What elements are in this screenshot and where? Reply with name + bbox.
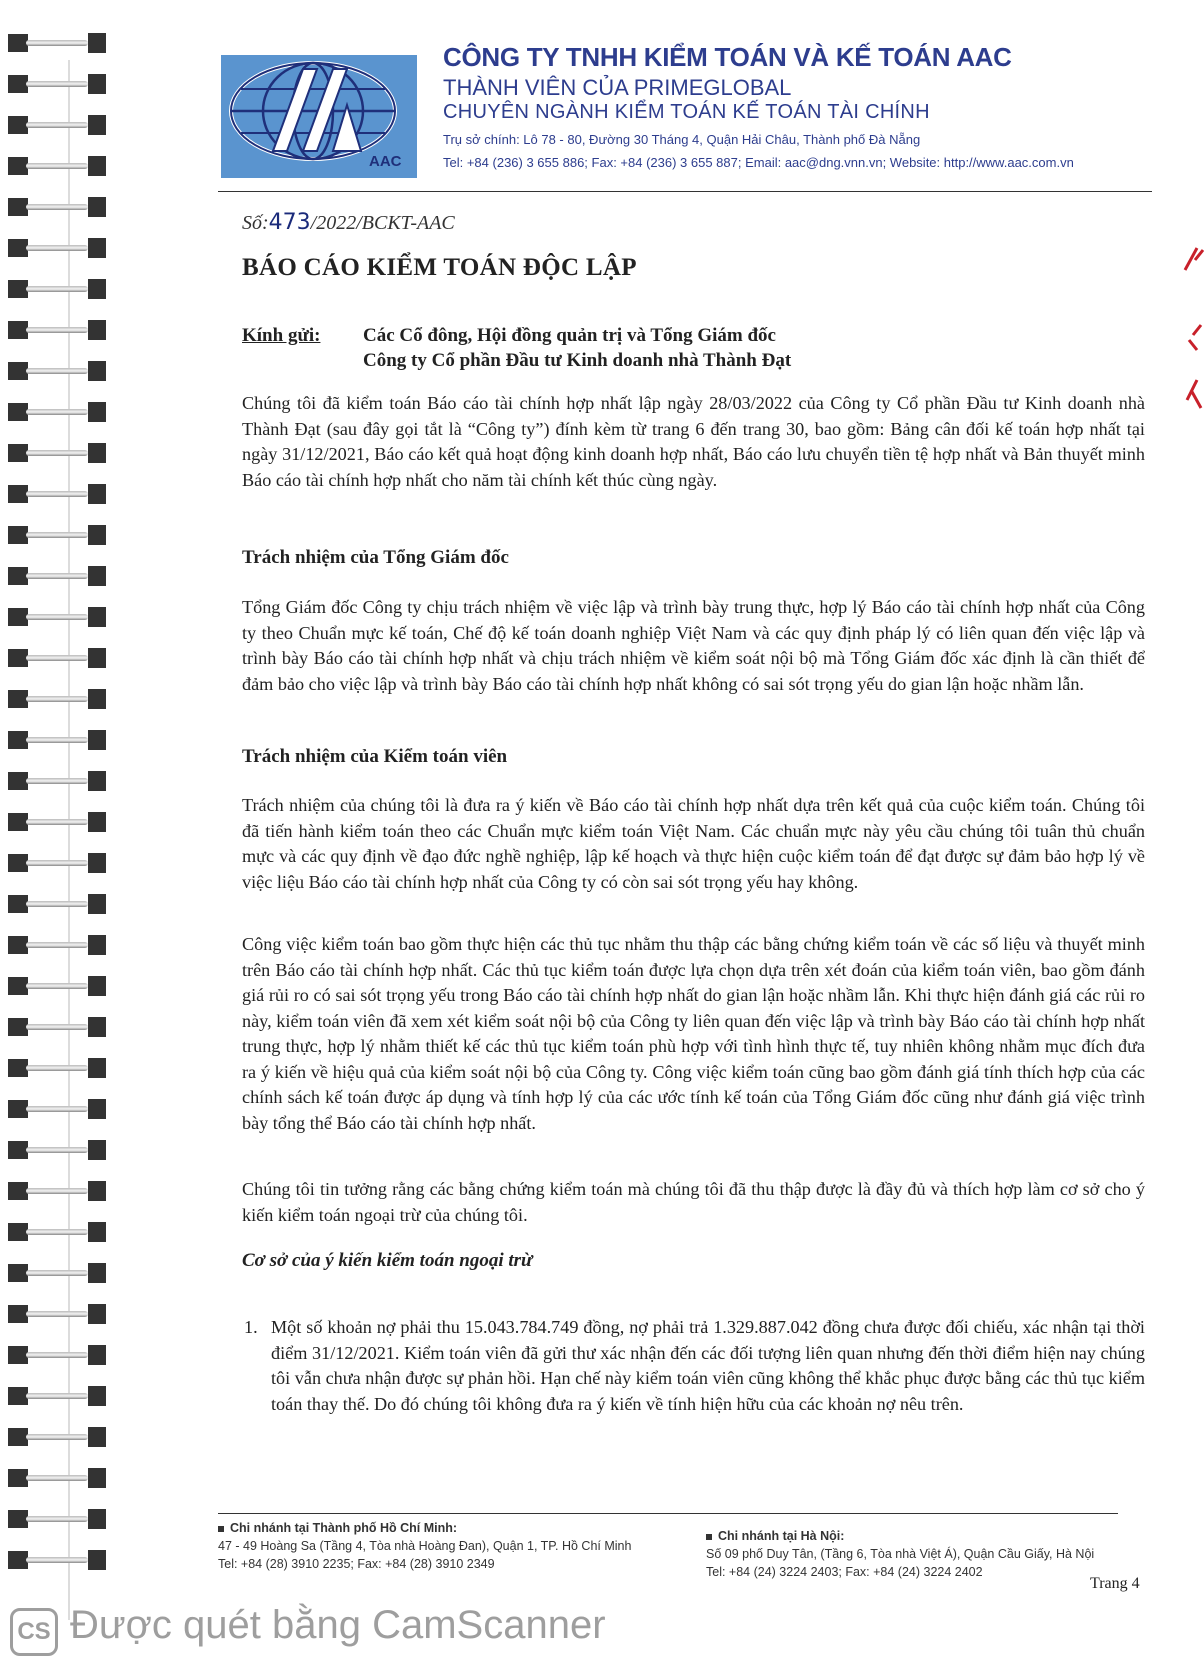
bullet-icon (706, 1534, 712, 1540)
speciality-line: CHUYÊN NGÀNH KIỂM TOÁN KẾ TOÁN TÀI CHÍNH (443, 101, 930, 123)
doc-number-prefix: Số: (242, 212, 269, 234)
auditor-paragraph-3: Chúng tôi tin tưởng rằng các bằng chứng kiểm toán mà chúng tôi đã thu thập được là đầy đủ và thích hợp làm cơ sở cho ý kiến kiểm toán ngoại trừ của chúng tôi. (242, 1179, 1145, 1225)
branch-hanoi-address: Số 09 phố Duy Tân, (Tầng 6, Tòa nhà Việt Á), Quận Cầu Giấy, Hà Nội (706, 1547, 1095, 1561)
footer-divider (218, 1513, 1118, 1514)
branch-hcm (218, 1519, 631, 1573)
contact-line: Tel: +84 (236) 3 655 886; Fax: +84 (236) 3 655 887; Email: aac@dng.vnn.vn; Website: http://www.aac.com.vn (443, 155, 1074, 170)
basis-item-number: 1. (244, 1317, 258, 1337)
bullet-icon (218, 1526, 224, 1532)
auditor-paragraph-2: Công việc kiểm toán bao gồm thực hiện các thủ tục nhằm thu thập các bằng chứng kiểm toán về các số liệu và thuyết minh trên Báo cáo tài chính hợp nhất. Các thủ tục kiểm toán được lựa chọn dựa trên xét đoán của kiểm toán viên, bao gồm đánh giá rủi ro có sai sót trọng yếu trong Báo cáo tài chính hợp nhất do gian lận hoặc nhầm lẫn. Khi thực hiện đánh giá các rủi ro này, kiểm toán viên đã xem xét kiểm soát nội bộ của Công ty liên quan đến việc lập và trình bày Báo cáo tài chính hợp nhất trung thực, hợp lý nhằm thiết kế các thủ tục kiểm toán phù hợp với tình hình thực tế, tuy nhiên không nhằm mục đích đưa ra ý kiến về hiệu quả của kiểm soát nội bộ của Công ty. Công việc kiểm toán cũng bao gồm đánh giá tính thích hợp của các chính sách kế toán được áp dụng và tính hợp lý của các ước tính kế toán của Tổng Giám đốc cũng như đánh giá việc trình bày tổng thể Báo cáo tài chính hợp nhất. (242, 934, 1145, 1133)
logo-text: AAC (369, 153, 402, 170)
branch-hanoi (706, 1527, 1094, 1581)
management-paragraph: Tổng Giám đốc Công ty chịu trách nhiệm về việc lập và trình bày trung thực, hợp lý Báo cáo tài chính hợp nhất của Công ty theo Chuẩn mực kế toán, Chế độ kế toán doanh nghiệp Việt Nam và các quy định pháp lý có liên quan đến việc lập và trình bày Báo cáo tài chính hợp nhất và chịu trách nhiệm về kiểm soát nội bộ mà Tổng Giám đốc xác định là cần thiết để đảm bảo cho việc lập và trình bày Báo cáo tài chính hợp nhất không có sai sót trọng yếu do gian lận hoặc nhầm lẫn. (242, 597, 1145, 694)
recipient-line-1: Các Cổ đông, Hội đồng quản trị và Tổng Giám đốc (363, 325, 776, 346)
page-number: Trang 4 (1090, 1575, 1140, 1592)
branch-hcm-address: 47 - 49 Hoàng Sa (Tầng 4, Tòa nhà Hoàng Đan), Quận 1, TP. Hồ Chí Minh (218, 1539, 632, 1553)
report-title: BÁO CÁO KIỂM TOÁN ĐỘC LẬP (242, 254, 637, 281)
branch-hcm-tel: Tel: +84 (28) 3910 2235; Fax: +84 (28) 3910 2349 (218, 1557, 495, 1571)
header-divider (218, 191, 1152, 192)
doc-number-suffix: /2022/BCKT-AAC (310, 212, 455, 234)
company-logo (221, 55, 417, 178)
member-line: THÀNH VIÊN CỦA PRIMEGLOBAL (443, 75, 792, 100)
heading-auditor-responsibility: Trách nhiệm của Kiểm toán viên (242, 746, 508, 767)
branch-hcm-title: Chi nhánh tại Thành phố Hồ Chí Minh: (230, 1521, 458, 1535)
stamp-edge-icon (1175, 240, 1204, 420)
heading-management-responsibility: Trách nhiệm của Tổng Giám đốc (242, 547, 509, 568)
recipient-line-2: Công ty Cổ phần Đầu tư Kinh doanh nhà Thành Đạt (363, 350, 792, 371)
branch-hanoi-title: Chi nhánh tại Hà Nội: (718, 1529, 845, 1543)
camscanner-logo-icon: CS (10, 1608, 58, 1656)
basis-item-1: Một số khoản nợ phải thu 15.043.784.749 đồng, nợ phải trả 1.329.887.042 đồng chưa được đối chiếu, xác nhận tại thời điểm 31/12/2021. Kiểm toán viên đã gửi thư xác nhận đến các đối tượng liên quan nhưng đến thời điểm hiện nay chúng tôi vẫn chưa nhận được sự phản hồi. Hạn chế này kiểm toán viên cũng không thể khắc phục được bằng các thủ tục kiểm toán thay thế. Do đó chúng tôi không đưa ra ý kiến về tính hiện hữu của các khoản nợ nêu trên. (271, 1317, 1145, 1414)
auditor-paragraph-1: Trách nhiệm của chúng tôi là đưa ra ý kiến về Báo cáo tài chính hợp nhất dựa trên kết quả của cuộc kiểm toán. Chúng tôi đã tiến hành kiểm toán theo các Chuẩn mực kiểm toán Việt Nam. Các chuẩn mực này yêu cầu chúng tôi tuân thủ chuẩn mực và các quy định về đạo đức nghề nghiệp, lập kế hoạch và thực hiện cuộc kiểm toán để đạt được sự đảm bảo hợp lý về việc liệu Báo cáo tài chính hợp nhất của Công ty có còn sai sót trọng yếu hay không. (242, 795, 1145, 892)
document-number (242, 210, 455, 235)
camscanner-watermark: Được quét bằng CamScanner (70, 1603, 606, 1647)
headquarters-address: Trụ sở chính: Lô 78 - 80, Đường 30 Tháng 4, Quận Hải Châu, Thành phố Đà Nẵng (443, 132, 921, 147)
heading-basis-qualified-opinion: Cơ sở của ý kiến kiểm toán ngoại trừ (242, 1250, 533, 1271)
company-name: CÔNG TY TNHH KIỂM TOÁN VÀ KẾ TOÁN AAC (443, 42, 1012, 72)
branch-hanoi-tel: Tel: +84 (24) 3224 2403; Fax: +84 (24) 3224 2402 (706, 1565, 983, 1579)
intro-paragraph: Chúng tôi đã kiểm toán Báo cáo tài chính hợp nhất lập ngày 28/03/2022 của Công ty Cổ phần Đầu tư Kinh doanh nhà Thành Đạt (sau đây gọi tắt là “Công ty”) đính kèm từ trang 6 đến trang 30, bao gồm: Bảng cân đối kế toán hợp nhất tại ngày 31/12/2021, Báo cáo kết quả hoạt động kinh doanh hợp nhất, Báo cáo lưu chuyển tiền tệ hợp nhất và Bản thuyết minh Báo cáo tài chính hợp nhất cho năm tài chính kết thúc cùng ngày. (242, 393, 1145, 490)
recipient-label: Kính gửi: (242, 325, 321, 346)
doc-number-handwritten: 473 (268, 210, 311, 235)
